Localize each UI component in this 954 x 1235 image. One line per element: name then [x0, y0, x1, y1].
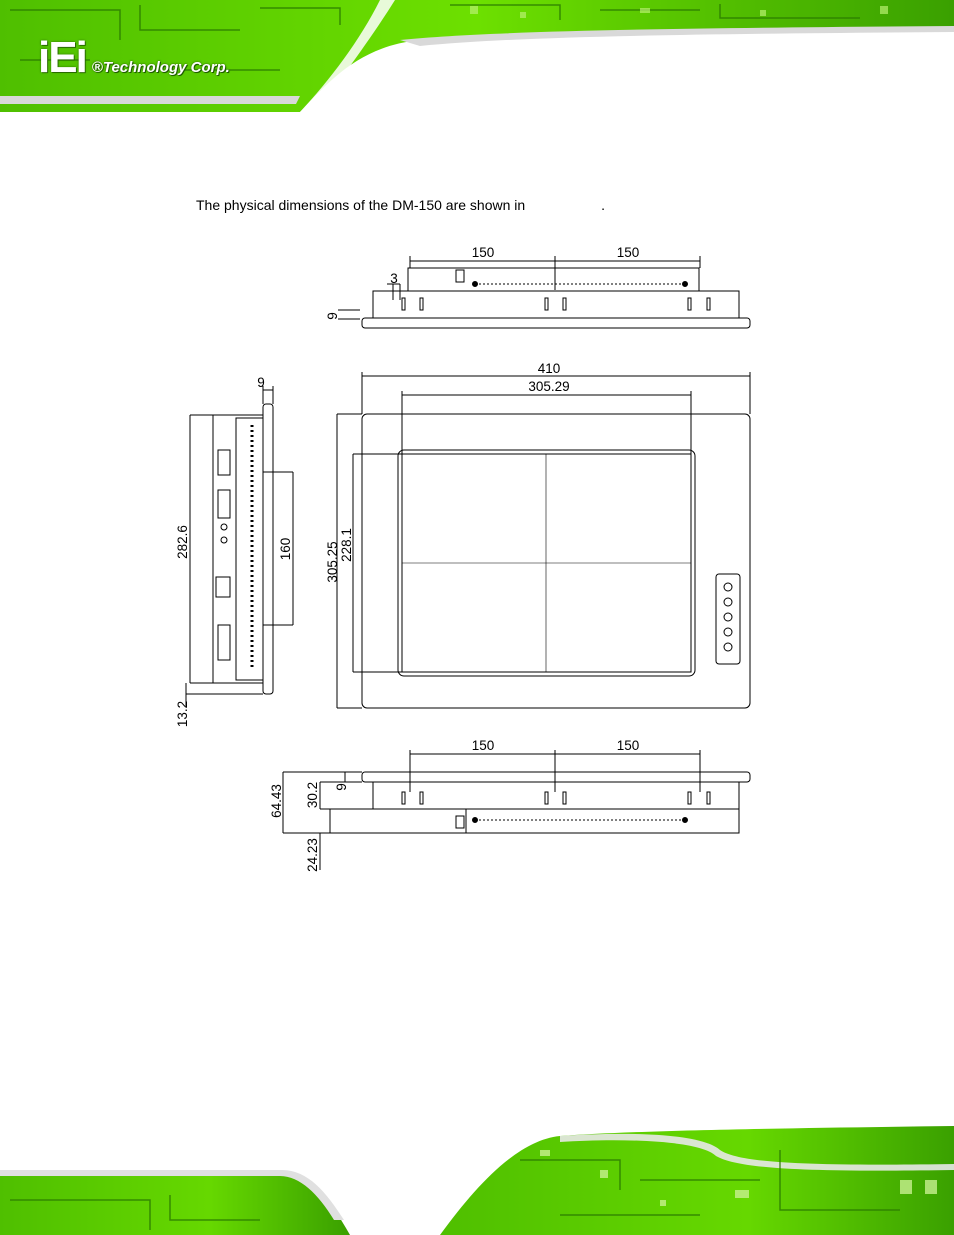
pcb-footer-graphic	[0, 1120, 954, 1235]
dim-screen-height: 228.1	[339, 528, 354, 562]
logo-mark: iEi	[38, 33, 86, 82]
dim-side-height: 282.6	[175, 525, 190, 559]
dim-top-left: 150	[471, 245, 495, 260]
side-view	[186, 386, 293, 706]
front-view	[337, 372, 750, 708]
dim-side-mount: 160	[278, 537, 293, 561]
dim-bottom-depth: 9	[334, 783, 349, 791]
dim-bottom-mid: 30.2	[305, 781, 320, 809]
dim-top-right: 150	[616, 245, 640, 260]
dim-bottom-left: 150	[471, 738, 495, 753]
dim-bottom-total: 64.43	[269, 784, 284, 818]
dim-bottom-low: 24.23	[305, 838, 320, 872]
dim-bottom-right: 150	[616, 738, 640, 753]
dim-top-offset: 3	[390, 271, 398, 286]
dim-front-height: 305.25	[325, 541, 340, 583]
dim-screen-width: 305.29	[528, 379, 570, 394]
intro-period: .	[601, 197, 606, 213]
company-name: ®Technology Corp.	[91, 59, 230, 76]
footer-banner	[0, 1120, 954, 1235]
bottom-view	[283, 750, 750, 870]
dim-front-width: 410	[537, 361, 561, 376]
dim-top-depth: 9	[325, 312, 340, 320]
dim-side-depth: 9	[257, 375, 265, 390]
intro-text: The physical dimensions of the DM-150 are shown in	[196, 197, 526, 213]
dim-side-bottom: 13.2	[175, 700, 190, 728]
top-view	[338, 256, 750, 328]
